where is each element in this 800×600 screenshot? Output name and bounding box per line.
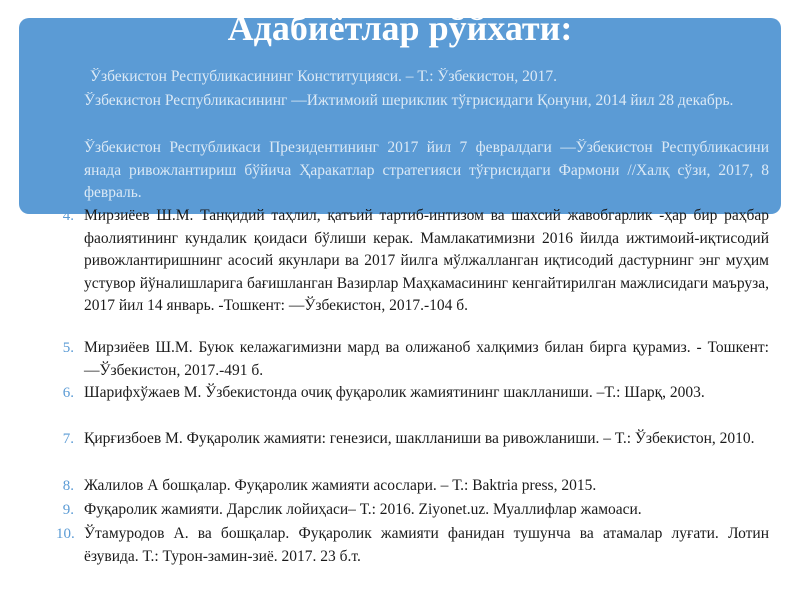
reference-text: Мирзиёев Ш.М. Буюк келажагимизни мард ва олижаноб халқимиз билан бирга қурамиз. - Тошкент: ―Ўзбекистон, 2017.-491 б. [84,339,769,379]
reference-text: Ўзбекистон Республикасининг Конституцияси. – Т.: Ўзбекистон, 2017. [90,68,557,85]
slide-title: Адабиётлар рўйхати: [227,8,573,48]
reference-text: Жалилов А бошқалар. Фуқаролик жамияти асослари. – Т.: Baktria press, 2015. [84,477,597,494]
reference-text: Мирзиёев Ш.М. Танқидий таҳлил, қатъий тартиб-интизом ва шахсий жавобгарлик -ҳар бир раҳбар фаолиятининг кундалик қоидаси бўлиши керак. Мамлакатимизни 2016 йилда ижтимоий-иқтисодий ривожлантиришнинг асосий якунлари ва 2017 йилга мўлжалланган иқтисодий дастурнинг энг муҳим устувор йўналишларига бағишланган Вазирлар Маҳкамасининг кенгайтирилган мажлисидаги маъруза, 2017 йил 14 январь. -Тошкент: ―Ўзбекистон, 2017.-104 б. [84,207,769,314]
reference-text: Ўзбекистон Республикаси Президентининг 2017 йил 7 февралдаги ―Ўзбекистон Республикасини янада ривожлантириш бўйича Ҳаракатлар стратегияси тўғрисидаги Фармони //Халқ сўзи, 2017, 8 февраль. [84,139,769,201]
reference-number: 4. [62,208,74,224]
reference-text: Ўтамуродов А. ва бошқалар. Фуқаролик жамияти фанидан тушунча ва атамалар луғати. Лотин ёзувида. Т.: Турон-замин-зиё. 2017. 23 б.т. [84,525,769,565]
reference-number: 8. [62,478,74,494]
reference-text: Қирғизбоев М. Фуқаролик жамияти: генезиси, шаклланиши ва ривожланиши. – Т.: Ўзбекистон, 2010. [84,430,755,447]
reference-number: 10. [56,526,75,542]
reference-text: Шарифхўжаев М. Ўзбекистонда очиқ фуқаролик жамиятининг шаклланиши. –Т.: Шарқ, 2003. [84,384,705,401]
reference-number: 9. [62,502,74,518]
reference-text: Ўзбекистон Республикасининг ―Ижтимоий шериклик тўғрисидаги Қонуни, 2014 йил 28 декабрь. [84,92,734,109]
reference-number: 7. [62,431,74,447]
reference-number: 6. [62,385,74,401]
reference-number: 5. [62,340,74,356]
reference-text: Фуқаролик жамияти. Дарслик лойиҳаси– Т.: 2016. Ziyonet.uz. Муаллифлар жамоаси. [84,501,642,518]
